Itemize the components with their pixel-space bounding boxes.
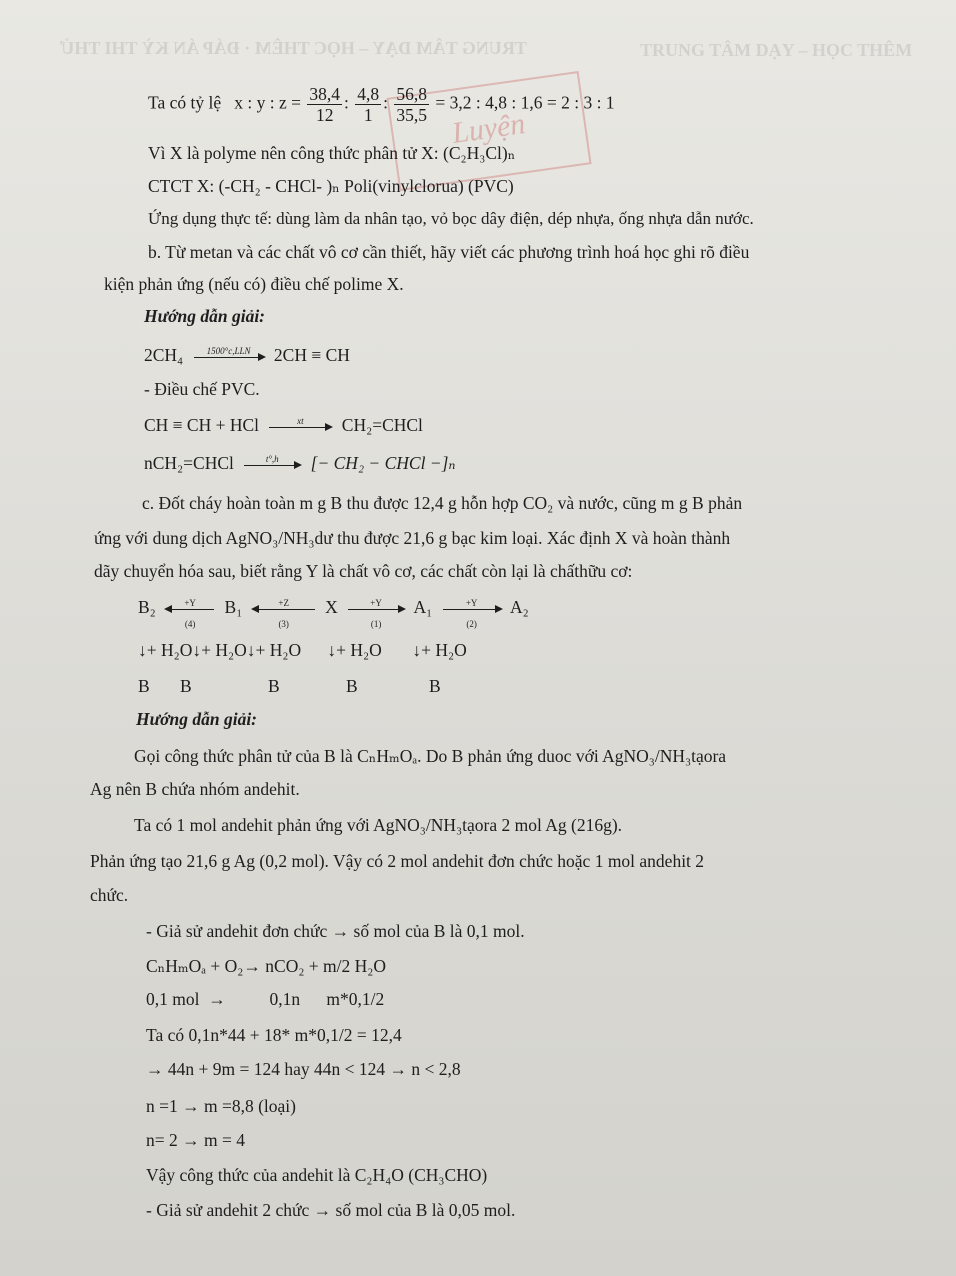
arrow-reagent: +Y xyxy=(465,597,478,608)
part-c-question-line3: dãy chuyển hóa sau, biết rằng Y là chất vô cơ, các chất còn lại là chấthữu cơ: xyxy=(94,561,633,581)
case-n1-line: n =1 → m =8,8 (loại) xyxy=(146,1096,296,1116)
arrow-reagent: +Y xyxy=(184,597,196,608)
inequality-line: → 44n + 9m = 124 hay 44n < 124 → n < 2,8 xyxy=(146,1059,461,1079)
fraction-hydrogen xyxy=(355,84,381,125)
fraction-numerator: 56,8 xyxy=(396,84,427,104)
equation-product: 2CH ≡ CH xyxy=(273,345,350,365)
equation-vinyl-chloride xyxy=(144,414,423,438)
reaction-arrow-icon xyxy=(192,346,266,368)
solution-line-1: Gọi công thức phân tử của B là CₙHₘOₐ. Do B phản ứng duoc với AgNO₃/NH₃tạora xyxy=(134,746,727,766)
part-c-question-line1: c. Đốt cháy hoàn toàn m g B thu được 12,4 g hỗn hợp CO₂ và nước, cũng m g B phản xyxy=(142,493,743,513)
arrow-step: (2) xyxy=(466,618,477,629)
compound-b: B xyxy=(429,676,441,696)
reaction-condition: 1500°c,LLN xyxy=(206,345,251,356)
solution-line-4: Phản ứng tạo 21,6 g Ag (0,2 mol). Vậy có 2 mol andehit đơn chức hoặc 1 mol andehit 2 xyxy=(90,851,705,871)
fraction-denominator: 12 xyxy=(315,105,334,125)
application-line: Ứng dụng thực tế: dùng làm da nhân tạo, vỏ bọc dây điện, dép nhựa, ống nhựa dẫn nước. xyxy=(148,209,754,228)
right-arrow-icon xyxy=(346,597,406,629)
compound-b: B xyxy=(180,676,192,696)
reaction-arrow-icon xyxy=(267,416,333,438)
arrow-step: (3) xyxy=(278,618,289,629)
compound-a1: A₁ xyxy=(413,597,433,617)
ratio-vars: x : y : z = xyxy=(234,92,301,113)
fraction-numerator: 38,4 xyxy=(309,84,340,104)
solution-guide-heading-b: Hướng dẫn giải: xyxy=(144,306,266,326)
conclusion-line: Vậy công thức của andehit là C₂H₄O (CH₃CHO) xyxy=(146,1165,488,1185)
pvc-heading: - Điều chế PVC. xyxy=(144,379,260,399)
fraction-chlorine xyxy=(394,84,429,125)
part-b-question-line2: kiện phản ứng (nếu có) điều chế polime X. xyxy=(104,274,404,294)
ratio-result: = 3,2 : 4,8 : 1,6 = 2 : 3 : 1 xyxy=(435,92,615,113)
scheme-water-row: ↓+ H₂O↓+ H₂O↓+ H₂O ↓+ H₂O ↓+ H₂O xyxy=(138,640,467,660)
compound-b2: B₂ xyxy=(138,597,156,617)
equation-reactant: nCH₂=CHCl xyxy=(144,453,234,473)
equation-polymerization xyxy=(144,452,456,476)
compound-b: B xyxy=(268,676,280,696)
compound-b: B xyxy=(346,676,358,696)
structural-formula-line: CTCT X: (-CH₂ - CHCl- )ₙ Poli(vinylclorua) (PVC) xyxy=(148,176,514,196)
right-arrow-icon xyxy=(441,597,503,629)
case-n2-line: n= 2 → m = 4 xyxy=(146,1130,245,1150)
equation-acetylene xyxy=(144,344,350,368)
fraction-numerator: 4,8 xyxy=(357,84,380,104)
fraction-carbon xyxy=(307,84,342,125)
equation-reactant: 2CH₄ xyxy=(144,345,184,365)
part-b-question-line1: b. Từ metan và các chất vô cơ cần thiết, hãy viết các phương trình hoá học ghi rõ điều xyxy=(148,242,750,262)
compound-b1: B₁ xyxy=(224,597,243,617)
reaction-arrow-icon xyxy=(242,454,302,476)
polymer-formula-line: Vì X là polyme nên công thức phân tử X: (C₂H₃Cl)ₙ xyxy=(148,143,516,163)
faded-stamp: Luyện xyxy=(386,71,591,191)
bleed-through-header: TRUNG TÂM DẠY – HỌC THÊM · ĐÁP ÁN KỲ THI THỬ xyxy=(60,38,527,58)
mole-ratio-line: 0,1 mol → 0,1n m*0,1/2 xyxy=(146,989,385,1009)
left-arrow-icon xyxy=(251,597,317,629)
equation-product: CH₂=CHCl xyxy=(341,415,423,435)
left-arrow-icon xyxy=(164,597,216,629)
arrow-reagent: +Z xyxy=(278,597,289,608)
arrow-step: (4) xyxy=(184,618,196,629)
solution-guide-heading-c: Hướng dẫn giải: xyxy=(136,709,258,729)
equation-reactant: CH ≡ CH + HCl xyxy=(144,415,260,435)
fraction-denominator: 35,5 xyxy=(396,105,427,125)
compound-b: B xyxy=(138,676,150,696)
solution-line-5: chức. xyxy=(90,885,129,905)
part-c-question-line2: ứng với dung dịch AgNO₃/NH₃dư thu được 21,6 g bạc kim loại. Xác định X và hoàn thành xyxy=(94,528,731,548)
transformation-scheme xyxy=(138,596,529,629)
equation-product: [− CH₂ − CHCl −]ₙ xyxy=(310,453,456,473)
ratio-line: Ta có tỷ lệ x : y : z = $\frac{38,4}{12}$ : $\frac{4,8}{1}$ : $\frac{56,8}{35,5}$ = 3,2 : 4,8 : 1,6 = 2 : 3 : 1 xyxy=(148,84,615,125)
compound-a2: A₂ xyxy=(510,597,529,617)
compound-x: X xyxy=(325,597,338,617)
mass-equation-line: Ta có 0,1n*44 + 18* m*0,1/2 = 12,4 xyxy=(146,1025,402,1045)
solution-line-2: Ag nên B chứa nhóm andehit. xyxy=(90,779,300,799)
arrow-step: (1) xyxy=(370,618,382,629)
solution-line-3: Ta có 1 mol andehit phản ứng với AgNO₃/NH₃tạora 2 mol Ag (216g). xyxy=(134,815,623,835)
solution-line-6: - Giả sử andehit đơn chức → số mol của B là 0,1 mol. xyxy=(146,921,525,941)
fraction-denominator: 1 xyxy=(363,105,373,125)
bleed-through-header-right: TRUNG TÂM DẠY – HỌC THÊM xyxy=(640,40,913,60)
reaction-condition: t°,h xyxy=(265,453,279,464)
solution-line-14: - Giả sử andehit 2 chức → số mol của B là 0,05 mol. xyxy=(146,1200,516,1220)
combustion-equation: CₙHₘOₐ + O₂→ nCO₂ + m/2 H₂O xyxy=(146,956,387,976)
scheme-b-row xyxy=(0,675,956,697)
reaction-condition: xt xyxy=(297,415,304,426)
arrow-reagent: +Y xyxy=(370,597,382,608)
ratio-prefix: Ta có tỷ lệ xyxy=(148,92,222,113)
